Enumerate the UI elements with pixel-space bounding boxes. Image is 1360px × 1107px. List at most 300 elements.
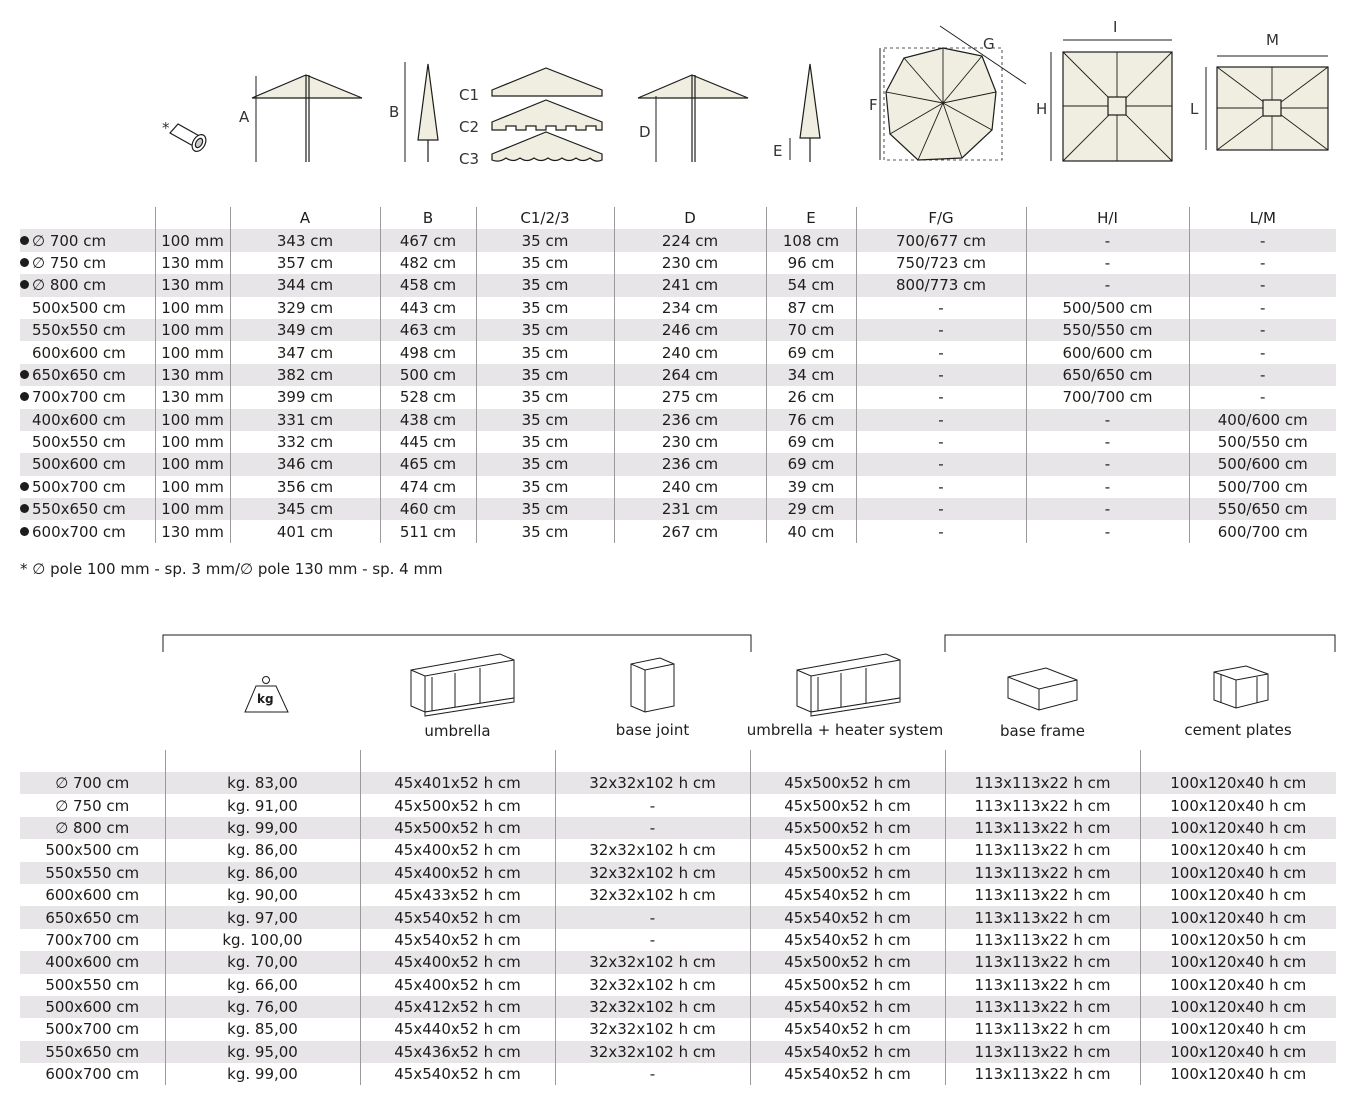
bullet-icon (20, 258, 29, 267)
label-c3: C3 (459, 150, 480, 168)
cell-frame: 113x113x22 h cm (945, 817, 1140, 839)
cell-b: 482 cm (380, 252, 476, 274)
cell-weight: kg. 76,00 (165, 996, 360, 1018)
table-row (20, 772, 1336, 794)
cell-size: ∅ 800 cm (20, 817, 165, 839)
table-row (20, 297, 1336, 319)
cell-b: 443 cm (380, 297, 476, 319)
packaging-table (20, 772, 1336, 1085)
cell-b: 474 cm (380, 476, 476, 498)
cell-frame: 113x113x22 h cm (945, 884, 1140, 906)
cell-weight: kg. 83,00 (165, 772, 360, 794)
cell-joint: 32x32x102 h cm (555, 951, 750, 973)
table-row (20, 862, 1336, 884)
cell-hi: - (1026, 252, 1189, 274)
size-cell (20, 274, 155, 296)
valance-c2-icon (492, 100, 602, 130)
size-label: 500x500 cm (32, 298, 126, 317)
cell-frame: 113x113x22 h cm (945, 772, 1140, 794)
cell-pole: 100 mm (155, 319, 230, 341)
footnote: * ∅ pole 100 mm - sp. 3 mm/∅ pole 130 mm - sp. 4 mm (20, 560, 443, 578)
cell-a: 401 cm (230, 520, 380, 542)
cell-joint: 32x32x102 h cm (555, 772, 750, 794)
cell-size: 500x700 cm (45, 1020, 140, 1039)
cell-umbrella: 45x400x52 h cm (360, 974, 555, 996)
cell-plates: 100x120x40 h cm (1140, 862, 1336, 884)
bracket-right (945, 635, 1335, 652)
table-row (20, 1018, 1336, 1040)
table-row (20, 498, 1336, 520)
size-label: ∅ 700 cm (32, 231, 107, 250)
cell-size: 600x700 cm (45, 1065, 140, 1084)
cell-c: 35 cm (476, 274, 614, 296)
cell-umbrella: 45x400x52 h cm (360, 839, 555, 861)
cell-e: 29 cm (766, 498, 856, 520)
divider (360, 750, 361, 772)
table-row (20, 906, 1336, 928)
header-cell: A (230, 207, 380, 229)
cell-fg: - (856, 476, 1026, 498)
closed-umbrella-b-icon (405, 62, 438, 162)
cell-lm: - (1189, 274, 1336, 296)
cell-hi: 500/500 cm (1026, 297, 1189, 319)
cell-fg: - (856, 498, 1026, 520)
size-label: 500x600 cm (32, 455, 126, 474)
cell-b: 465 cm (380, 453, 476, 475)
cell-lm: 600/700 cm (1189, 520, 1336, 542)
cell-d: 230 cm (614, 431, 766, 453)
cell-joint: 32x32x102 h cm (555, 1041, 750, 1063)
cell-c: 35 cm (476, 386, 614, 408)
cell-a: 329 cm (230, 297, 380, 319)
table-row (20, 929, 1336, 951)
cell-size: 400x600 cm (20, 951, 165, 973)
dimensions-table (20, 207, 1336, 543)
size-label: 500x700 cm (32, 477, 126, 496)
cell-weight: kg. 100,00 (165, 929, 360, 951)
pole-tube-icon (170, 124, 209, 154)
cell-b: 467 cm (380, 229, 476, 251)
cell-frame: 113x113x22 h cm (945, 1018, 1140, 1040)
base-frame-box-icon (1008, 668, 1077, 710)
cell-b: 460 cm (380, 498, 476, 520)
valance-c3-icon (492, 132, 602, 161)
cell-heater: 45x540x52 h cm (750, 906, 945, 928)
size-label: ∅ 800 cm (32, 276, 107, 295)
valance-c1-icon (492, 68, 602, 96)
cell-b: 438 cm (380, 409, 476, 431)
size-cell (20, 364, 155, 386)
cell-joint: 32x32x102 h cm (555, 1018, 750, 1040)
cell-frame: 113x113x22 h cm (945, 839, 1140, 861)
bullet-icon (20, 504, 29, 513)
dimensions-table-body (20, 229, 1336, 542)
square-canopy-top-view-icon (1051, 40, 1172, 161)
cell-umbrella: 45x540x52 h cm (360, 929, 555, 951)
cell-hi: - (1026, 453, 1189, 475)
umbrella-box-icon (411, 654, 514, 716)
cell-hi: - (1026, 476, 1189, 498)
cell-e: 40 cm (766, 520, 856, 542)
cell-fg: - (856, 520, 1026, 542)
cell-weight: kg. 66,00 (165, 974, 360, 996)
cell-c: 35 cm (476, 319, 614, 341)
size-label: 700x700 cm (32, 388, 126, 407)
cell-umbrella: 45x400x52 h cm (360, 862, 555, 884)
label-m: M (1266, 31, 1279, 49)
label-h: H (1036, 100, 1048, 118)
divider (165, 750, 166, 772)
size-label: 650x650 cm (32, 365, 126, 384)
cell-d: 236 cm (614, 409, 766, 431)
cell-pole: 130 mm (155, 520, 230, 542)
cell-e: 108 cm (766, 229, 856, 251)
header-umbrella-heater: umbrella + heater system (746, 721, 944, 739)
rectangle-canopy-top-view-icon (1206, 56, 1328, 150)
size-label: 600x700 cm (32, 522, 126, 541)
size-cell (20, 319, 155, 341)
cell-joint: - (555, 929, 750, 951)
cell-frame: 113x113x22 h cm (945, 996, 1140, 1018)
table-row (20, 274, 1336, 296)
cell-size: 700x700 cm (45, 930, 140, 949)
bullet-icon (20, 236, 29, 245)
cell-pole: 130 mm (155, 252, 230, 274)
table-row (20, 409, 1336, 431)
cell-umbrella: 45x540x52 h cm (360, 1063, 555, 1085)
cell-frame: 113x113x22 h cm (945, 906, 1140, 928)
cell-lm: - (1189, 341, 1336, 363)
table-row (20, 839, 1336, 861)
divider (555, 750, 556, 772)
cell-plates: 100x120x40 h cm (1140, 996, 1336, 1018)
cell-fg: - (856, 453, 1026, 475)
cell-d: 236 cm (614, 453, 766, 475)
cell-plates: 100x120x40 h cm (1140, 906, 1336, 928)
table-row (20, 520, 1336, 542)
cell-a: 349 cm (230, 319, 380, 341)
cell-b: 445 cm (380, 431, 476, 453)
cell-heater: 45x500x52 h cm (750, 794, 945, 816)
table-row (20, 431, 1336, 453)
umbrella-heater-box-icon (797, 654, 900, 716)
cell-plates: 100x120x40 h cm (1140, 1041, 1336, 1063)
cell-c: 35 cm (476, 229, 614, 251)
cell-frame: 113x113x22 h cm (945, 929, 1140, 951)
cell-joint: - (555, 906, 750, 928)
cell-d: 240 cm (614, 341, 766, 363)
cell-fg: - (856, 297, 1026, 319)
cell-c: 35 cm (476, 252, 614, 274)
cell-frame: 113x113x22 h cm (945, 862, 1140, 884)
size-cell (20, 229, 155, 251)
cell-lm: 550/650 cm (1189, 498, 1336, 520)
cell-a: 357 cm (230, 252, 380, 274)
open-umbrella-d-icon (638, 75, 748, 162)
cell-fg: - (856, 319, 1026, 341)
cell-plates: 100x120x40 h cm (1140, 974, 1336, 996)
header-umbrella: umbrella (424, 722, 491, 740)
cell-d: 246 cm (614, 319, 766, 341)
cell-weight: kg. 99,00 (165, 817, 360, 839)
cell-plates: 100x120x40 h cm (1140, 817, 1336, 839)
cell-pole: 130 mm (155, 386, 230, 408)
cell-e: 87 cm (766, 297, 856, 319)
cell-pole: 100 mm (155, 453, 230, 475)
cell-size: 550x550 cm (20, 862, 165, 884)
cell-size: ∅ 700 cm (20, 772, 165, 794)
cell-a: 356 cm (230, 476, 380, 498)
divider (1140, 750, 1141, 772)
label-g: G (983, 35, 995, 53)
size-cell (20, 520, 155, 542)
cell-b: 500 cm (380, 364, 476, 386)
cell-plates: 100x120x40 h cm (1140, 794, 1336, 816)
cell-umbrella: 45x540x52 h cm (360, 906, 555, 928)
cell-a: 343 cm (230, 229, 380, 251)
cell-b: 463 cm (380, 319, 476, 341)
table-row (20, 364, 1336, 386)
cell-lm: - (1189, 364, 1336, 386)
cell-heater: 45x500x52 h cm (750, 772, 945, 794)
cell-frame: 113x113x22 h cm (945, 1063, 1140, 1085)
base-joint-box-icon (631, 658, 674, 712)
cell-weight: kg. 91,00 (165, 794, 360, 816)
cell-b: 498 cm (380, 341, 476, 363)
cement-plates-box-icon (1214, 666, 1268, 708)
cell-pole: 100 mm (155, 409, 230, 431)
cell-pole: 100 mm (155, 229, 230, 251)
size-cell (20, 386, 155, 408)
cell-hi: - (1026, 431, 1189, 453)
cell-heater: 45x500x52 h cm (750, 974, 945, 996)
cell-b: 458 cm (380, 274, 476, 296)
cell-e: 76 cm (766, 409, 856, 431)
cell-fg: - (856, 341, 1026, 363)
cell-lm: - (1189, 386, 1336, 408)
header-cell: F/G (856, 207, 1026, 229)
cell-lm: 400/600 cm (1189, 409, 1336, 431)
cell-plates: 100x120x40 h cm (1140, 839, 1336, 861)
size-label: 400x600 cm (32, 410, 126, 429)
table-row (20, 341, 1336, 363)
cell-hi: - (1026, 498, 1189, 520)
divider (945, 750, 946, 772)
cell-weight: kg. 90,00 (165, 884, 360, 906)
cell-umbrella: 45x500x52 h cm (360, 794, 555, 816)
closed-umbrella-e-icon (790, 64, 820, 162)
label-b: B (389, 103, 400, 121)
cell-lm: - (1189, 319, 1336, 341)
size-cell (20, 476, 155, 498)
label-l: L (1190, 100, 1199, 118)
table-row (20, 453, 1336, 475)
cell-frame: 113x113x22 h cm (945, 951, 1140, 973)
cell-umbrella: 45x436x52 h cm (360, 1041, 555, 1063)
table-row (20, 476, 1336, 498)
table-row (20, 974, 1336, 996)
cell-e: 54 cm (766, 274, 856, 296)
cell-fg: - (856, 386, 1026, 408)
cell-a: 347 cm (230, 341, 380, 363)
header-cell (155, 207, 230, 229)
cell-hi: 600/600 cm (1026, 341, 1189, 363)
size-cell (20, 431, 155, 453)
pole-marker: * (162, 119, 170, 137)
cell-d: 267 cm (614, 520, 766, 542)
cell-joint: - (555, 1063, 750, 1085)
cell-e: 34 cm (766, 364, 856, 386)
cell-weight: kg. 85,00 (165, 1018, 360, 1040)
cell-lm: - (1189, 229, 1336, 251)
cell-hi: 550/550 cm (1026, 319, 1189, 341)
cell-a: 382 cm (230, 364, 380, 386)
cell-weight: kg. 86,00 (165, 839, 360, 861)
cell-heater: 45x540x52 h cm (750, 884, 945, 906)
cell-d: 275 cm (614, 386, 766, 408)
cell-size: ∅ 750 cm (55, 796, 130, 815)
bracket-left (163, 635, 751, 652)
cell-plates: 100x120x40 h cm (1140, 1063, 1336, 1085)
cell-c: 35 cm (476, 364, 614, 386)
cell-e: 26 cm (766, 386, 856, 408)
cell-size: 500x600 cm (20, 996, 165, 1018)
cell-pole: 100 mm (155, 297, 230, 319)
size-cell (20, 498, 155, 520)
cell-e: 96 cm (766, 252, 856, 274)
cell-heater: 45x540x52 h cm (750, 929, 945, 951)
size-label: 500x550 cm (32, 433, 126, 452)
cell-a: 332 cm (230, 431, 380, 453)
cell-pole: 130 mm (155, 364, 230, 386)
cell-joint: 32x32x102 h cm (555, 862, 750, 884)
cell-plates: 100x120x40 h cm (1140, 884, 1336, 906)
size-cell (20, 297, 155, 319)
cell-fg: 800/773 cm (856, 274, 1026, 296)
cell-heater: 45x540x52 h cm (750, 1063, 945, 1085)
cell-plates: 100x120x50 h cm (1140, 929, 1336, 951)
size-label: 550x650 cm (32, 500, 126, 519)
bullet-icon (20, 392, 29, 401)
cell-pole: 100 mm (155, 498, 230, 520)
cell-lm: - (1189, 252, 1336, 274)
cell-heater: 45x500x52 h cm (750, 817, 945, 839)
header-cell: L/M (1189, 207, 1336, 229)
cell-fg: 750/723 cm (856, 252, 1026, 274)
table-row (20, 386, 1336, 408)
size-label: 600x600 cm (32, 343, 126, 362)
cell-plates: 100x120x40 h cm (1140, 772, 1336, 794)
cell-fg: - (856, 364, 1026, 386)
header-cell: B (380, 207, 476, 229)
cell-hi: - (1026, 229, 1189, 251)
cell-lm: 500/700 cm (1189, 476, 1336, 498)
size-label: ∅ 750 cm (32, 253, 107, 272)
cell-a: 331 cm (230, 409, 380, 431)
cell-heater: 45x500x52 h cm (750, 951, 945, 973)
umbrella-diagrams (0, 0, 1360, 200)
cell-size: 600x600 cm (45, 886, 140, 905)
cell-c: 35 cm (476, 409, 614, 431)
cell-d: 234 cm (614, 297, 766, 319)
weight-icon-text: kg (257, 692, 274, 706)
cell-c: 35 cm (476, 297, 614, 319)
header-cell: E (766, 207, 856, 229)
cell-pole: 130 mm (155, 274, 230, 296)
header-cement-plates: cement plates (1184, 721, 1292, 739)
cell-lm: - (1189, 297, 1336, 319)
table-row (20, 817, 1336, 839)
cell-weight: kg. 86,00 (165, 862, 360, 884)
table-row (20, 1063, 1336, 1085)
table-row (20, 884, 1336, 906)
cell-umbrella: 45x433x52 h cm (360, 884, 555, 906)
cell-size: 650x650 cm (20, 906, 165, 928)
cell-d: 264 cm (614, 364, 766, 386)
label-f: F (869, 96, 878, 114)
cell-umbrella: 45x400x52 h cm (360, 951, 555, 973)
cell-size: 500x550 cm (45, 975, 140, 994)
bullet-icon (20, 527, 29, 536)
cell-a: 399 cm (230, 386, 380, 408)
cell-b: 528 cm (380, 386, 476, 408)
table-row (20, 996, 1336, 1018)
cell-d: 230 cm (614, 252, 766, 274)
table-row (20, 1041, 1336, 1063)
header-cell (20, 207, 155, 229)
cell-c: 35 cm (476, 341, 614, 363)
cell-weight: kg. 97,00 (165, 906, 360, 928)
table-row (20, 319, 1336, 341)
size-cell (20, 252, 155, 274)
cell-c: 35 cm (476, 520, 614, 542)
cell-weight: kg. 70,00 (165, 951, 360, 973)
cell-fg: 700/677 cm (856, 229, 1026, 251)
cell-size: 500x500 cm (45, 841, 140, 860)
cell-lm: 500/600 cm (1189, 453, 1336, 475)
header-cell: H/I (1026, 207, 1189, 229)
cell-c: 35 cm (476, 498, 614, 520)
cell-heater: 45x540x52 h cm (750, 1018, 945, 1040)
cell-fg: - (856, 431, 1026, 453)
round-canopy-top-view-icon (880, 26, 1026, 160)
cell-b: 511 cm (380, 520, 476, 542)
size-label: 550x550 cm (32, 321, 126, 340)
cell-umbrella: 45x412x52 h cm (360, 996, 555, 1018)
cell-heater: 45x500x52 h cm (750, 862, 945, 884)
cell-heater: 45x540x52 h cm (750, 996, 945, 1018)
cell-frame: 113x113x22 h cm (945, 974, 1140, 996)
cell-a: 344 cm (230, 274, 380, 296)
cell-frame: 113x113x22 h cm (945, 794, 1140, 816)
cell-pole: 100 mm (155, 431, 230, 453)
cell-plates: 100x120x40 h cm (1140, 1018, 1336, 1040)
cell-d: 231 cm (614, 498, 766, 520)
cell-e: 69 cm (766, 453, 856, 475)
cell-a: 345 cm (230, 498, 380, 520)
cell-heater: 45x540x52 h cm (750, 1041, 945, 1063)
cell-weight: kg. 95,00 (165, 1041, 360, 1063)
divider (750, 750, 751, 772)
cell-umbrella: 45x401x52 h cm (360, 772, 555, 794)
cell-size: 550x650 cm (20, 1041, 165, 1063)
cell-lm: 500/550 cm (1189, 431, 1336, 453)
label-d: D (639, 123, 651, 141)
cell-c: 35 cm (476, 476, 614, 498)
packaging-table-body (20, 772, 1336, 1085)
label-c1: C1 (459, 86, 480, 104)
cell-joint: 32x32x102 h cm (555, 996, 750, 1018)
